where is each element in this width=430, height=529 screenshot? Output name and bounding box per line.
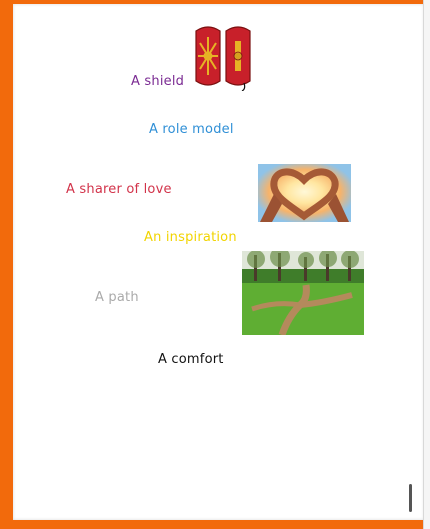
- phrase-comfort: A comfort: [158, 352, 224, 367]
- forked-path-field-photo: [242, 251, 364, 335]
- document-page: [13, 4, 424, 520]
- scrollbar[interactable]: [409, 484, 412, 512]
- phrase-path: A path: [95, 290, 139, 305]
- phrase-shield: A shield: [131, 74, 185, 89]
- roman-shields-icon: [193, 21, 253, 91]
- phrase-sharer-of-love: A sharer of love: [66, 182, 172, 197]
- page-right-edge: [423, 0, 430, 529]
- heart-hands-photo: [258, 164, 351, 222]
- phrase-role-model: A role model: [149, 122, 234, 137]
- phrase-inspiration: An inspiration: [144, 230, 237, 245]
